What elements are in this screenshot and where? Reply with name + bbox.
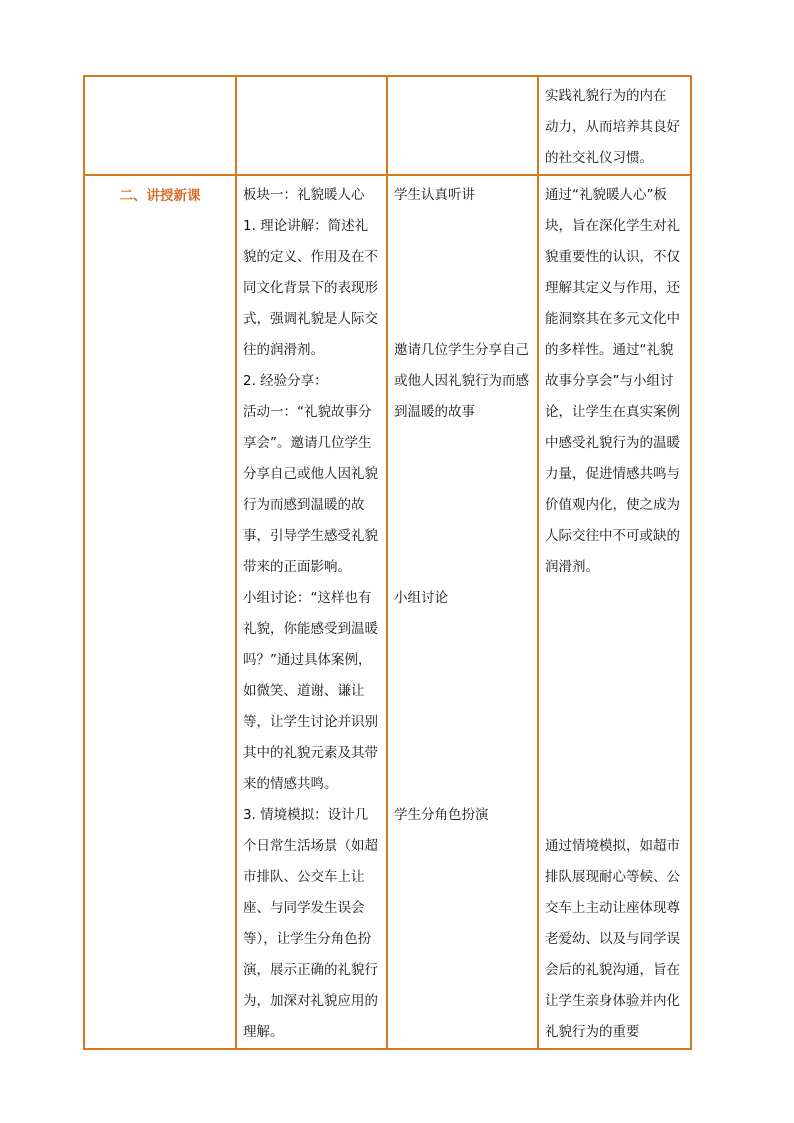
lesson-plan-table xyxy=(83,75,692,1050)
content-cell-empty xyxy=(236,76,387,175)
content-cell xyxy=(236,175,387,1049)
student-activity: 邀请几位学生分享自己或他人因礼貌行为而感到温暖的故事 xyxy=(394,342,529,420)
intent-line: 实践礼貌行为的内在 xyxy=(545,88,667,104)
student-activity: 小组讨论 xyxy=(394,590,448,606)
content-paragraph: 2. 经验分享： xyxy=(243,373,328,389)
intent-cell xyxy=(538,76,691,175)
student-activity: 学生分角色扮演 xyxy=(394,807,489,823)
content-paragraph: 活动一：“礼貌故事分享会”。邀请几位学生分享自己或他人因礼貌行为而感到温暖的故事，引导学生感受礼貌带来的正面影响。 xyxy=(243,404,378,575)
student-cell xyxy=(387,175,538,1049)
content-paragraph: 板块一：礼貌暖人心 xyxy=(243,187,365,203)
intent-line: 动力，从而培养其良好 xyxy=(545,119,680,135)
section-title: 二、讲授新课 xyxy=(119,188,201,204)
content-paragraph: 3. 情境模拟：设计几个日常生活场景（如超市排队、公交车上让座、与同学发生误会等），让学生分角色扮演，展示正确的礼貌行为，加深对礼貌应用的理解。 xyxy=(243,807,378,1040)
table-row xyxy=(84,175,691,1049)
intent-paragraph: 通过情境模拟，如超市排队展现耐心等候、公交车上主动让座体现尊老爱幼、以及与同学误会后的礼貌沟通，旨在让学生亲身体验并内化礼貌行为的重要 xyxy=(545,838,680,1040)
intent-cell xyxy=(538,175,691,1049)
student-activity: 学生认真听讲 xyxy=(394,187,475,203)
section-cell xyxy=(84,175,236,1049)
content-paragraph: 小组讨论：“这样也有礼貌，你能感受到温暖吗？”通过具体案例，如微笑、道谢、谦让等，让学生讨论并识别其中的礼貌元素及其带来的情感共鸣。 xyxy=(243,590,378,792)
section-cell-empty xyxy=(84,76,236,175)
table-row xyxy=(84,76,691,175)
content-paragraph: 1. 理论讲解：简述礼貌的定义、作用及在不同文化背景下的表现形式，强调礼貌是人际交往的润滑剂。 xyxy=(243,218,378,358)
student-cell-empty xyxy=(387,76,538,175)
intent-paragraph: 通过“礼貌暖人心”板块，旨在深化学生对礼貌重要性的认识，不仅理解其定义与作用，还能洞察其在多元文化中的多样性。通过“礼貌故事分享会”与小组讨论，让学生在真实案例中感受礼貌行为的温暖力量，促进情感共鸣与价值观内化，使之成为人际交往中不可或缺的润滑剂。 xyxy=(545,187,680,575)
intent-line: 的社交礼仪习惯。 xyxy=(545,150,653,166)
